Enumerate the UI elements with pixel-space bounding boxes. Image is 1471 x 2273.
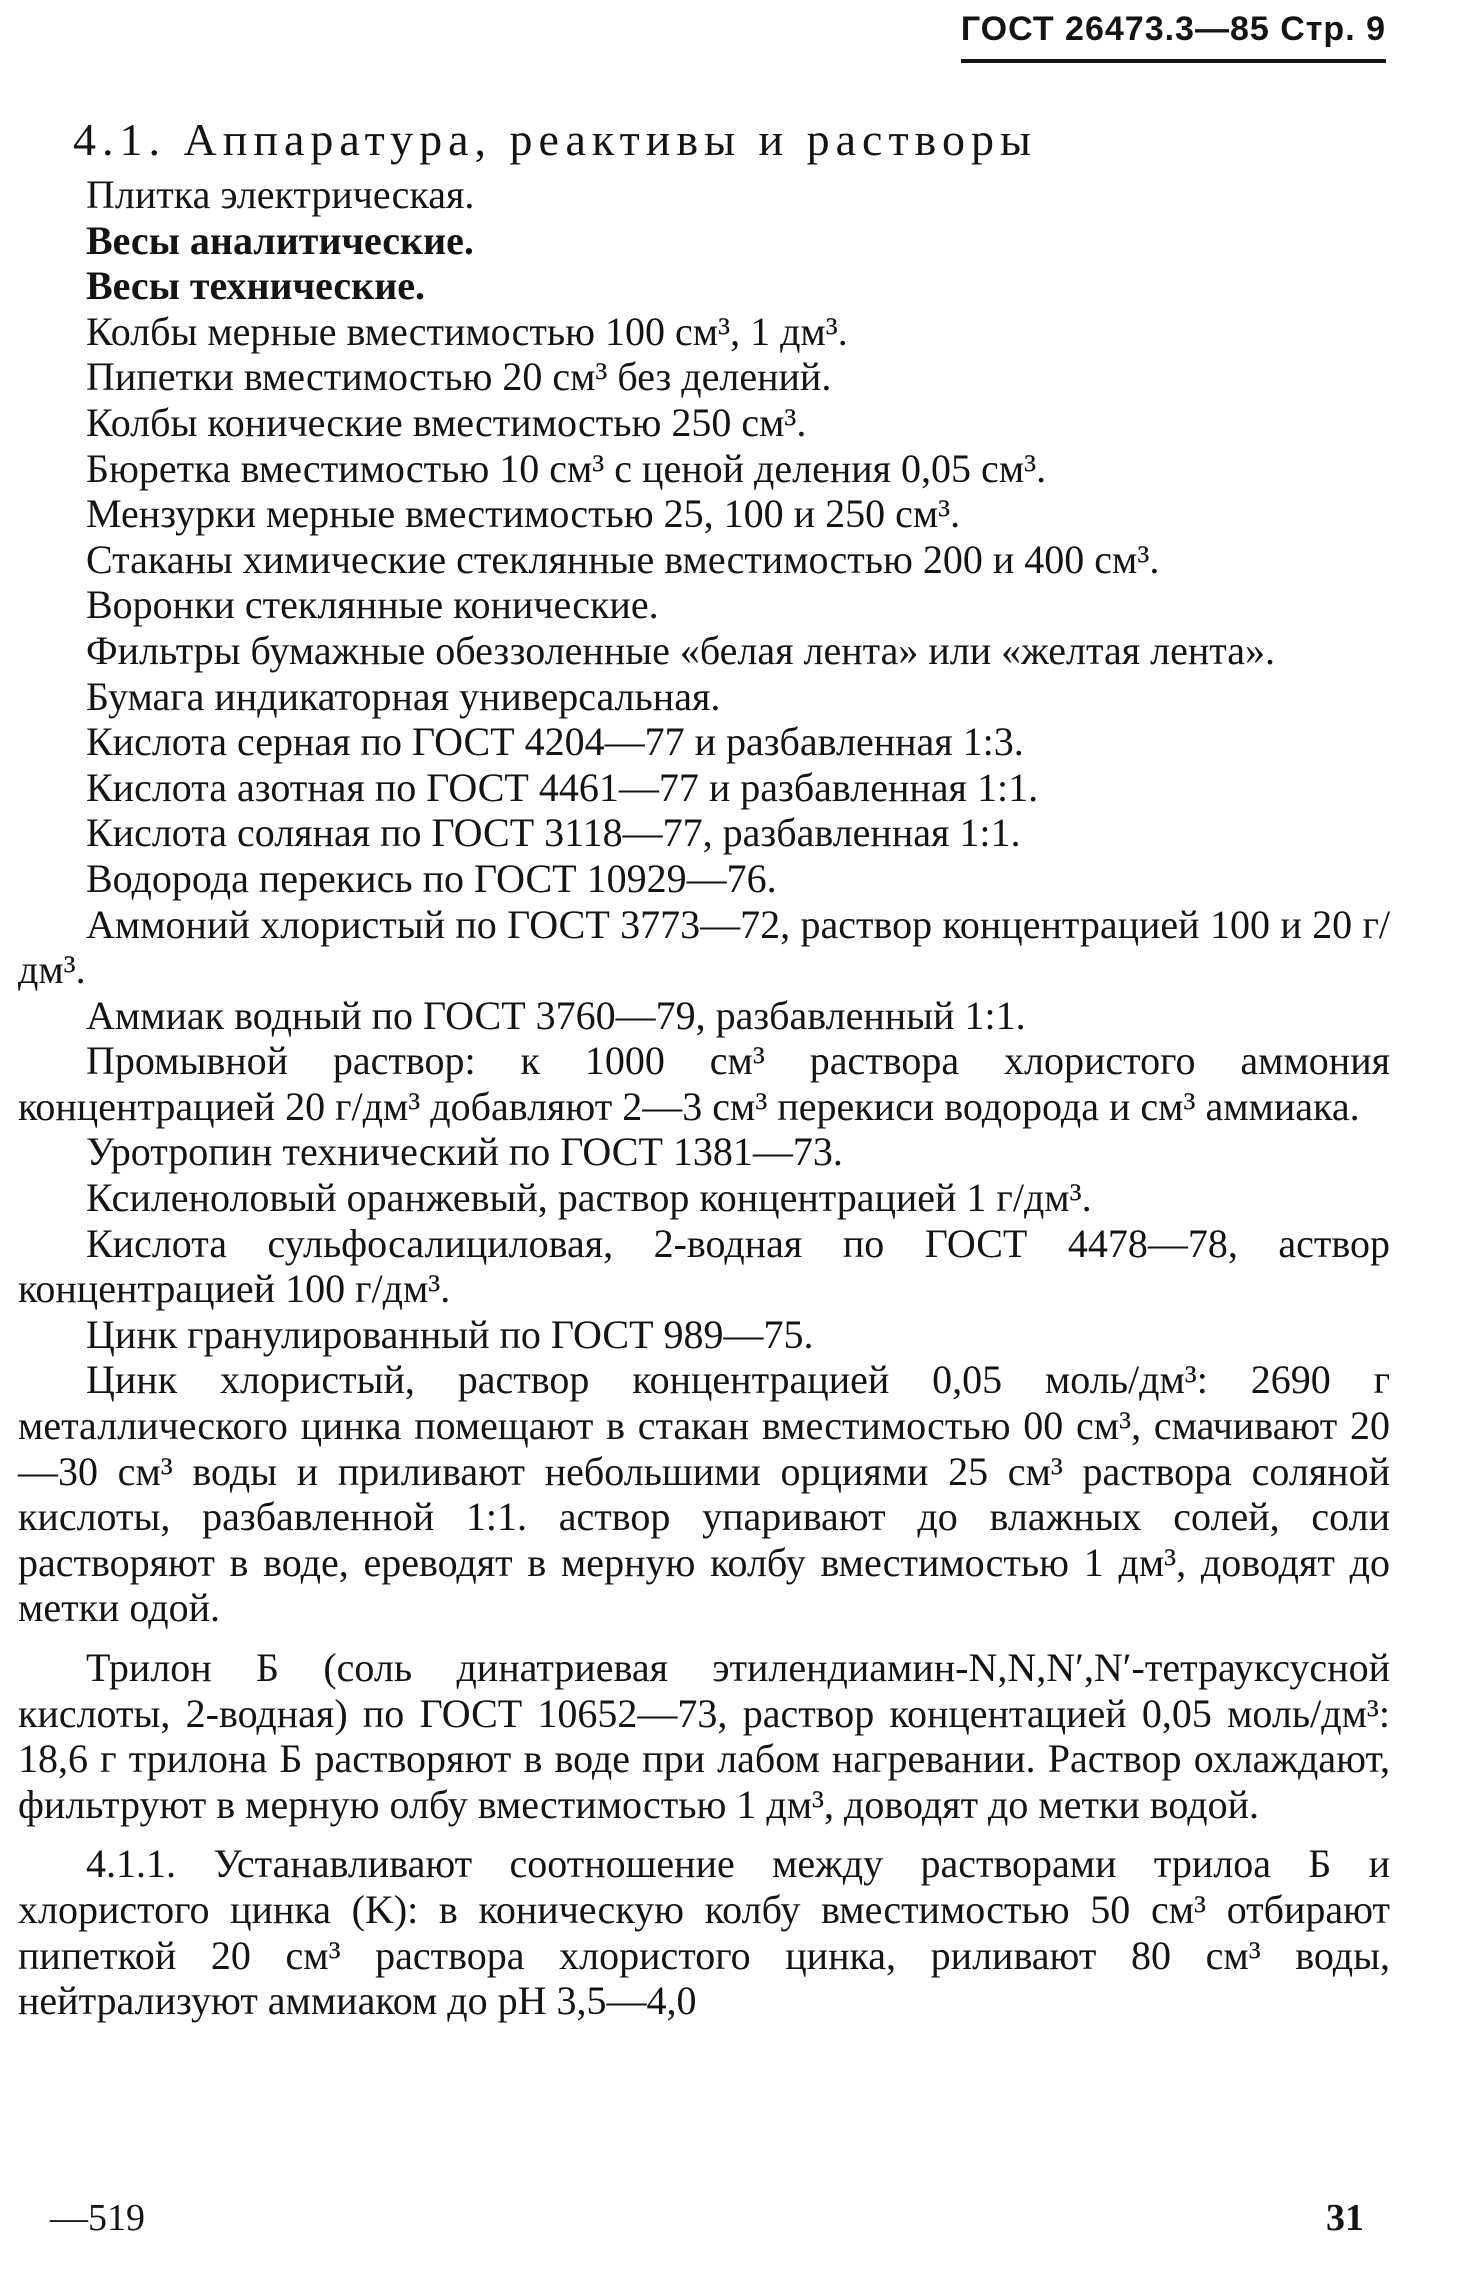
reagent-paragraph: Бумага индикаторная универсальная. bbox=[86, 673, 721, 719]
procedure-paragraph: 4.1.1. Устанавливают соотношение между растворами трилоа Б и хлористого цинка (K): в коническую колбу вместимостью 50 см³ отбирают пипеткой 20 см³ раствора хлористого цинка, риливают 80 см³ воды, нейтрализуют аммиаком до pH 3,5—4,0 bbox=[18, 1841, 1390, 2024]
section-title: 4.1. Аппаратура, реактивы и растворы bbox=[73, 114, 1037, 165]
reagent-paragraph: Кислота серная по ГОСТ 4204—77 и разбавленная 1:3. bbox=[86, 719, 1024, 765]
reagent-paragraph: Промывной раствор: к 1000 см³ раствора хлористого аммония концентрацией 20 г/дм³ добавляют 2—3 см³ перекиси водорода и см³ аммиака. bbox=[18, 1038, 1390, 1129]
reagent-paragraph: Кислота азотная по ГОСТ 4461—77 и разбавленная 1:1. bbox=[86, 764, 1039, 810]
reagent-paragraph: Аммоний хлористый по ГОСТ 3773—72, раствор концентрацией 100 и 20 г/дм³. bbox=[18, 901, 1390, 993]
page-number: 31 bbox=[1326, 2197, 1364, 2239]
reagent-paragraph: Трилон Б (соль динатриевая этилендиамин-N,N,N′,N′-тетрауксусной кислоты, 2-водная) по ГОСТ 10652—73, раствор концентацией 0,05 моль/дм³: 18,6 г трилона Б растворяют в воде при лабом нагревании. Раствор охлаждают, фильтруют в мерную олбу вместимостью 1 дм³, доводят до метки водой. bbox=[18, 1645, 1390, 1827]
reagent-paragraph: Аммиак водный по ГОСТ 3760—79, разбавленный 1:1. bbox=[86, 992, 1026, 1038]
equipment-item: Весы аналитические. bbox=[86, 217, 474, 263]
reagent-paragraph: Уротропин технический по ГОСТ 1381—73. bbox=[86, 1129, 843, 1175]
equipment-item: Весы технические. bbox=[86, 263, 426, 309]
reagent-paragraph: Цинк хлористый, раствор концентрацией 0,05 моль/дм³: 2690 г металлического цинка помещают в стакан вместимостью 00 см³, смачивают 20—30 см³ воды и приливают небольшими орциями 25 см³ раствора соляной кислоты, разбавленной 1:1. аствор упаривают до влажных солей, соли растворяют в воде, ереводят в мерную колбу вместимостью 1 дм³, доводят до метки одой. bbox=[18, 1357, 1390, 1631]
equipment-item: Колбы конические вместимостью 250 см³. bbox=[86, 399, 807, 445]
reagent-paragraph: Цинк гранулированный по ГОСТ 989—75. bbox=[86, 1311, 814, 1357]
equipment-item: Плитка электрическая. bbox=[86, 172, 475, 217]
equipment-item: Воронки стеклянные конические. bbox=[86, 582, 659, 628]
reagent-paragraph: Кислота соляная по ГОСТ 3118—77, разбавленная 1:1. bbox=[86, 810, 1021, 856]
document-body bbox=[18, 112, 1390, 2024]
equipment-item: Бюретка вместимостью 10 см³ с ценой деления 0,05 см³. bbox=[86, 445, 1047, 491]
reagent-paragraph: Водорода перекись по ГОСТ 10929—76. bbox=[86, 855, 777, 901]
footer-code: —519 bbox=[50, 2197, 145, 2239]
equipment-item: Пипетки вместимостью 20 см³ без делений. bbox=[86, 354, 832, 400]
reagent-paragraph: Кислота сульфосалициловая, 2-водная по ГОСТ 4478—78, аствор концентрацией 100 г/дм³. bbox=[18, 1220, 1390, 1312]
reagent-paragraph: Ксиленоловый оранжевый, раствор концентрацией 1 г/дм³. bbox=[86, 1175, 1092, 1221]
reagent-paragraph: Фильтры бумажные обеззоленные «белая лента» или «желтая лента». bbox=[86, 627, 1275, 673]
equipment-item: Мензурки мерные вместимостью 25, 100 и 250 см³. bbox=[86, 491, 961, 537]
page-header: ГОСТ 26473.3—85 Стр. 9 bbox=[961, 10, 1386, 63]
equipment-item: Колбы мерные вместимостью 100 см³, 1 дм³. bbox=[86, 308, 848, 354]
equipment-item: Стаканы химические стеклянные вместимостью 200 и 400 см³. bbox=[86, 536, 1160, 582]
